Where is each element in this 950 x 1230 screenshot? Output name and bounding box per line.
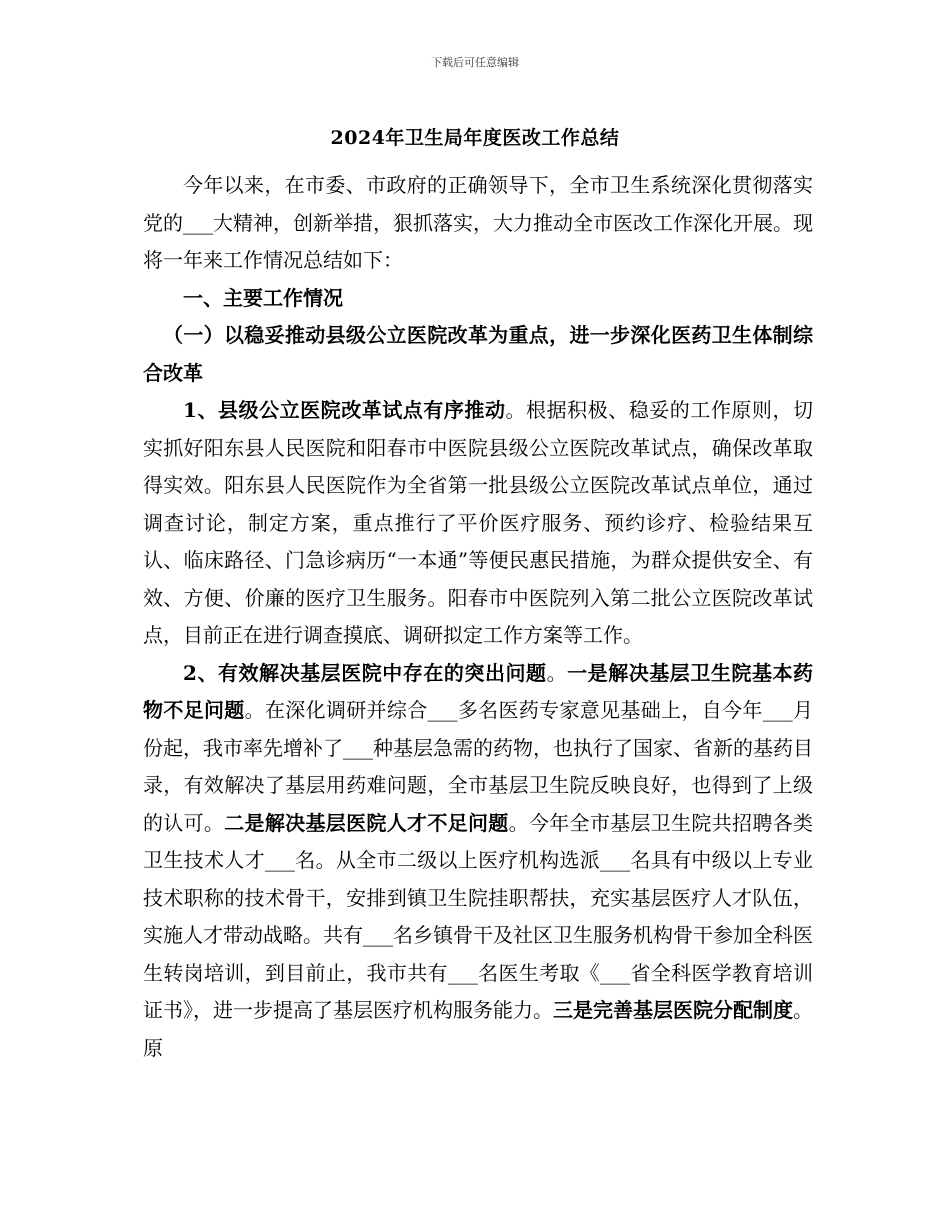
intro-paragraph: 今年以来，在市委、市政府的正确领导下，全市卫生系统深化贯彻落实党的___大精神，创新举措，狠抓落实，大力推动全市医改工作深化开展。现将一年来工作情况总结如下： bbox=[143, 173, 813, 272]
paragraph-1-text: 。根据积极、稳妥的工作原则，切实抓好阳东县人民医院和阳春市中医院县级公立医院改革试点，确保改革取得实效。阳东县人民医院作为全省第一批县级公立医院改革试点单位，通过调查讨论，制定方案，重点推行了平价医疗服务、预约诊疗、检验结果互认、临床路径、门急诊病历“一本通”等便民惠民措施，为群众提供安全、有效、方便、价廉的医疗卫生服务。阳春市中医院列入第二批公立医院改革试点，目前正在进行调查摸底、调研拟定工作方案等工作。 bbox=[143, 398, 814, 647]
paragraph-2-text-2: 。在深化调研并综合___多名医药专家意见基础上，自今年___月份起，我市率先增补了___种基层急需的药物，也执行了国家、省新的基药目录，有效解决了基层用药难问题，全市基层卫生院反映良好，也得到了上级的认可。 bbox=[143, 698, 814, 835]
paragraph-2-point-2: 二是解决基层医院人才不足问题 bbox=[224, 810, 509, 835]
header-note: 下载后可任意编辑 bbox=[431, 56, 519, 69]
subsection-heading: （一）以稳妥推动县级公立医院改革为重点，进一步深化医药卫生体制综合改革 bbox=[143, 323, 813, 385]
paragraph-2 bbox=[143, 655, 813, 1068]
paragraph-2-point-1: 一是解决基层卫生院基本药物不足问题 bbox=[143, 660, 814, 722]
paragraph-1-lead: 1、县级公立医院改革试点有序推动 bbox=[183, 398, 506, 422]
document-title: 2024年卫生局年度医改工作总结 bbox=[330, 127, 620, 149]
paragraph-2-lead: 2、有效解决基层医院中存在的突出问题 bbox=[183, 660, 547, 685]
paragraph-1 bbox=[143, 392, 813, 655]
document-body bbox=[143, 167, 813, 1067]
paragraph-2-text-1: 。 bbox=[546, 660, 568, 685]
paragraph-2-text-4: 。原 bbox=[143, 998, 813, 1060]
paragraph-2-text-3: 。今年全市基层卫生院共招聘各类卫生技术人才___名。从全市二级以上医疗机构选派___名具有中级以上专业技术职称的技术骨干，安排到镇卫生院挂职帮扶，充实基层医疗人才队伍，实施人才带动战略。共有___名乡镇骨干及社区卫生服务机构骨干参加全科医生转岗培训，到目前止，我市共有___名医生考取《___省全科医学教育培训证书》，进一步提高了基层医疗机构服务能力。 bbox=[143, 810, 813, 1022]
section-heading: 一、主要工作情况 bbox=[183, 285, 343, 310]
paragraph-2-point-3: 三是完善基层医院分配制度 bbox=[553, 998, 793, 1022]
